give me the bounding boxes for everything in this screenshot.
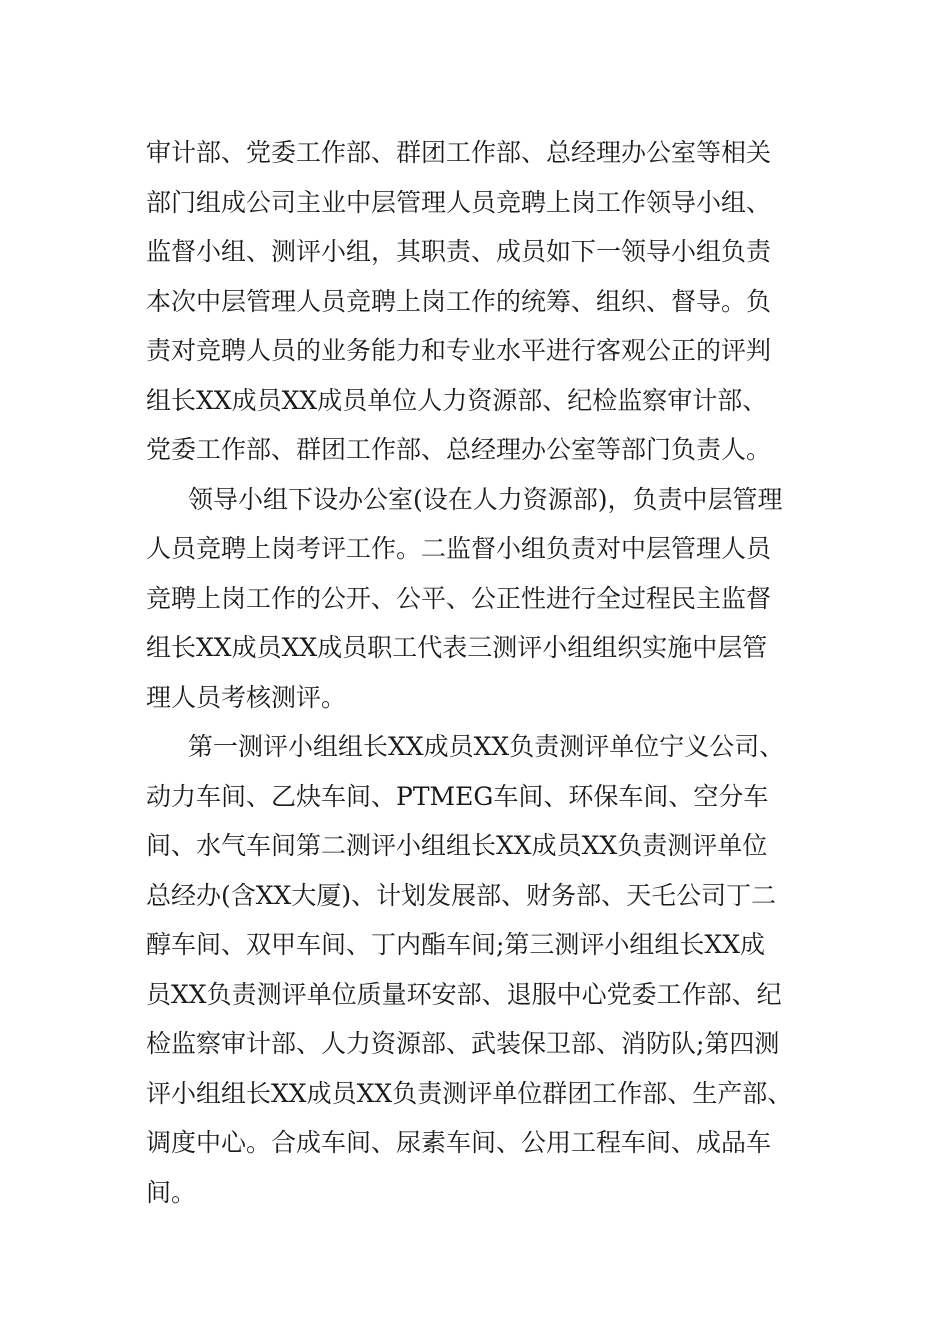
paragraph-3 [146,722,816,1217]
text-line: 检监察审计部、人力资源部、武装保卫部、消防队;第四测 [146,1029,780,1058]
text-line: 评小组组长XX成员XX负责测评单位群团工作部、生产部、 [146,1078,793,1108]
text-line: 间、水气车间第二测评小组组长XX成员XX负责测评单位 [146,831,768,860]
text-line: 人员竞聘上岗考评工作。二监督小组负责对中层管理人员 [146,534,772,563]
text-line-first: 领导小组下设办公室(设在人力资源部)，负责中层管理 [188,484,783,514]
text-line: 审计部、党委工作部、群团工作部、总经理办公室等相关 [146,138,772,167]
text-line: 醇车间、双甲车间、丁内酯车间;第三测评小组组长XX成 [146,930,766,959]
text-line: 间。 [146,1177,197,1207]
paragraph-1 [146,128,816,475]
document-body [146,128,816,1217]
text-line: 组长XX成员XX成员职工代表三测评小组组织实施中层管 [146,633,768,662]
text-line: 组长XX成员XX成员单位人力资源部、纪检监察审计部、 [146,385,768,415]
text-line: 员XX负责测评单位质量环安部、退服中心党委工作部、纪 [146,979,782,1009]
text-line: 总经办(含XX大厦)、计划发展部、财务部、天乇公司丁二 [146,880,777,910]
text-line: 调度中心。合成车间、尿素车间、公用工程车间、成品车 [146,1128,772,1157]
text-line: 责对竞聘人员的业务能力和专业水平进行客观公正的评判 [146,336,772,365]
text-line: 监督小组、测评小组，其职责、成员如下一领导小组负责 [146,237,772,266]
text-line: 理人员考核测评。 [146,682,347,712]
text-line: 部门组成公司主业中层管理人员竞聘上岗工作领导小组、 [146,187,772,217]
text-line-first: 第一测评小组组长XX成员XX负责测评单位宁义公司、 [188,732,785,761]
text-line: 本次中层管理人员竞聘上岗工作的统筹、组织、督导。负 [146,286,772,316]
text-line: 竞聘上岗工作的公开、公平、公正性进行全过程民主监督 [146,583,772,613]
paragraph-2 [146,475,816,723]
text-line: 动力车间、乙炔车间、PTMEG车间、环保车间、空分车 [146,781,769,811]
text-line: 党委工作部、群团工作部、总经理办公室等部门负责人。 [146,435,772,464]
